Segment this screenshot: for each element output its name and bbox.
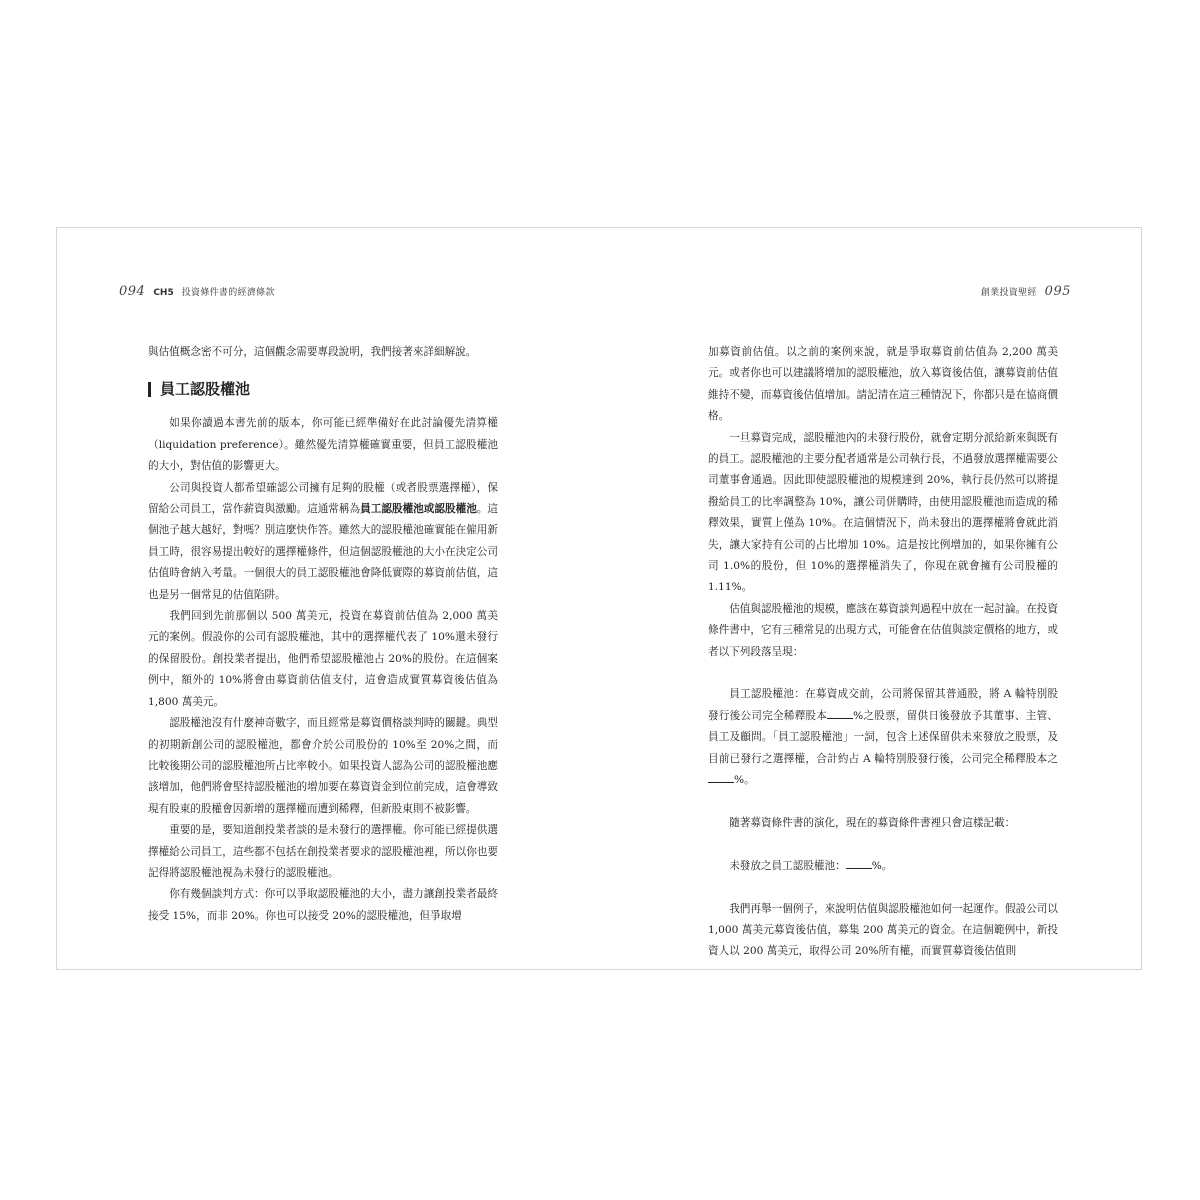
paragraph: 我們回到先前那個以 500 萬美元，投資在募資前估值為 2,000 萬美元的案例。假設你的公司有認股權池，其中的選擇權代表了 10%還未發行的保留股份。創投業者提出，他們希望認股權池占 20%的股份。在這個案例中，額外的 10%將會由募資前估值支付，這會造成實質募資後估值為 1,800 萬美元。 [148, 610, 498, 708]
blank-line [708, 877, 1058, 898]
fill-in-blank [846, 858, 872, 869]
paragraph: 估值與認股權池的規模，應該在募資談判過程中放在一起討論。在投資條件書中，它有三種常見的出現方式，可能會在估值與談定價格的地方，或者以下列段落呈現： [708, 602, 1058, 658]
paragraph [148, 478, 498, 606]
term-sheet-clause [708, 684, 1058, 791]
paragraph: 你有幾個談判方式：你可以爭取認股權池的大小，盡力讓創投業者最終接受 15%，而非 20%。你也可以接受 20%的認股權池，但爭取增 [148, 888, 498, 922]
paragraph: 重要的是，要知道創投業者談的是未發行的選擇權。你可能已經提供選擇權給公司員工，這些都不包括在創投業者要求的認股權池裡，所以你也要記得將認股權池視為未發行的認股權池。 [148, 824, 498, 879]
paragraph: 加募資前估值。以之前的案例來說，就是爭取募資前估值為 2,200 萬美元。或者你也可以建議將增加的認股權池，放入募資後估值，讓募資前估值維持不變，而募資後估值增加。請記清在這三種情況下，你都只是在協商價格。 [708, 346, 1058, 423]
term-sheet-clause [708, 856, 1058, 877]
paragraph: 我們再舉一個例子，來說明估值與認股權池如何一起運作。假設公司以 1,000 萬美元募資後估值，募集 200 萬美元的資金。在這個範例中，新投資人以 200 萬美元，取得公司 20%所有權，而實質募資後估值則 [708, 902, 1058, 958]
bold-term: 員工認股權池或認股權池 [360, 503, 477, 516]
section-heading-text: 員工認股權池 [160, 379, 251, 398]
right-page-number: 095 [1044, 284, 1071, 299]
left-running-title: 投資條件書的經濟條款 [181, 288, 275, 298]
paragraph: 隨著募資條件書的演化，現在的募資條件書裡只會這樣記載： [729, 816, 1016, 829]
left-running-head [119, 284, 275, 299]
clause-text: %。 [871, 859, 893, 872]
right-running-title: 創業投資聖經 [980, 288, 1037, 298]
blank-line [708, 834, 1058, 855]
section-heading [148, 377, 498, 401]
heading-bar-icon [148, 382, 151, 397]
clause-text: %。 [734, 774, 755, 787]
paragraph-text: 公司與投資人都希望確認公司擁有足夠的股權（或者股票選擇權），保留給公司員工，當作薪資與激勵。這通常稱為 [148, 481, 498, 516]
chapter-label: CH5 [153, 288, 174, 298]
paragraph-text: 。這個池子越大越好，對嗎？別這麼快作答。雖然大的認股權池確實能在僱用新員工時，很容易提出較好的選擇權條件，但這個認股權池的大小在決定公司估值時會納入考量。一個很大的員工認股權池會降低實際的募資前估值，這也是另一個常見的估值陷阱。 [148, 503, 499, 601]
right-running-head [981, 284, 1071, 299]
right-page [600, 228, 1143, 969]
fill-in-blank [708, 772, 734, 783]
paragraph: 與估值概念密不可分，這個觀念需要專段說明，我們接著來詳細解說。 [148, 346, 477, 358]
blank-line [708, 663, 1058, 684]
book-spread [56, 227, 1142, 970]
clause-text: 未發放之員工認股權池： [729, 859, 846, 872]
right-body-text [708, 342, 1058, 963]
left-page-number: 094 [119, 284, 146, 299]
blank-line [708, 792, 1058, 813]
fill-in-blank [827, 708, 853, 719]
paragraph: 一旦募資完成，認股權池內的未發行股份，就會定期分派給新來與既有的員工。認股權池的主要分配者通常是公司執行長，不過發放選擇權需要公司董事會通過。因此即使認股權池的規模達到 20%，執行長仍然可以將提撥給員工的比率調整為 10%，讓公司併購時，由使用認股權池而造成的稀釋效果，實質上僅為 10%。在這個情況下，尚未發出的選擇權將會就此消失，讓大家持有公司的占比增加 10%。這是按比例增加的，如果你擁有公司 1.0%的股份，但 10%的選擇權消失了，你現在就會擁有公司股權的 1.11%。 [708, 431, 1058, 594]
clause-text: 員工認股權池：在募資成交前，公司將保留其普通股，將 A 輪特別股發行後公司完全稀釋股本 [708, 688, 1058, 722]
left-page [57, 228, 600, 969]
paragraph: 如果你讀過本書先前的版本，你可能已經準備好在此討論優先清算權（liquidation preference）。雖然優先清算權確實重要，但員工認股權池的大小，對估值的影響更大。 [148, 417, 498, 473]
left-body-text [148, 342, 498, 927]
clause-text: %之股票，留供日後發放予其董事、主管、員工及顧問。「員工認股權池」一詞，包含上述保留供未來發放之股票，及目前已發行之選擇權，合計約占 A 輪特別股發行後，公司完全稀釋股本之 [708, 709, 1058, 765]
paragraph: 認股權池沒有什麼神奇數字，而且經常是募資價格談判時的關鍵。典型的初期新創公司的認股權池，都會介於公司股份的 10%至 20%之間，而比較後期公司的認股權池所占比率較小。如果投資人認為公司的認股權池應該增加，他們將會堅持認股權池的增加要在募資資金到位前完成，這會導致現有股東的股權會因新增的選擇權而遭到稀釋，但新股東則不被影響。 [148, 717, 498, 815]
